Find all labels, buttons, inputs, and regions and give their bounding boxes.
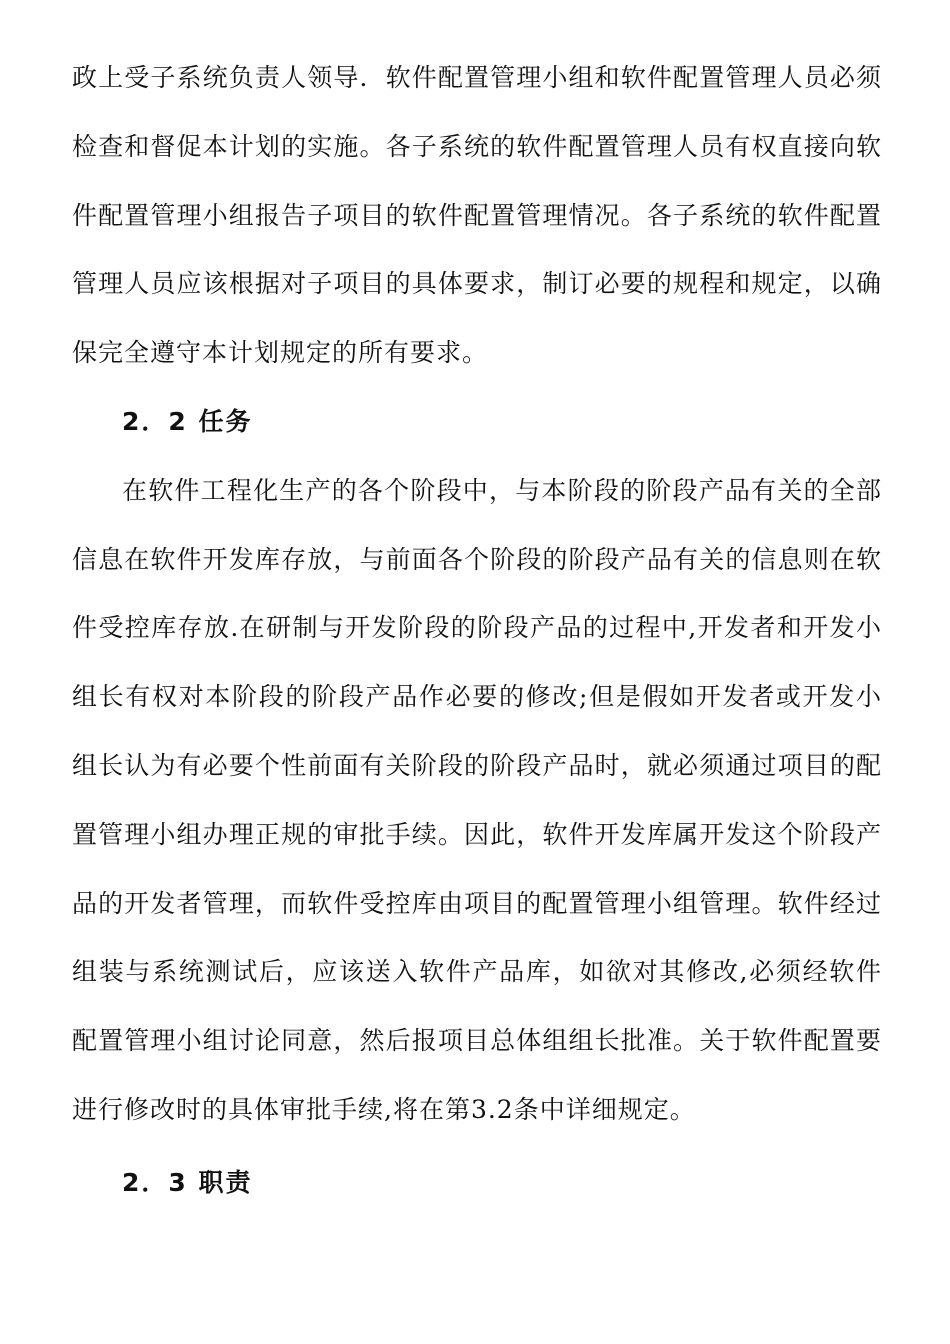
section-heading-2-3: 2．3 职责 xyxy=(122,1167,253,1197)
document-page xyxy=(72,44,882,1218)
section-heading-2-2: 2．2 任务 xyxy=(122,406,253,436)
paragraph-continued: 政上受子系统负责人领导．软件配置管理小组和软件配置管理人员必须检查和督促本计划的实施。各子系统的软件配置管理人员有权直接向软件配置管理小组报告子项目的软件配置管理情况。各子系统的软件配置管理人员应该根据对子项目的具体要求，制订必要的规程和规定，以确保完全遵守本计划规定的所有要求。 xyxy=(72,63,882,368)
paragraph-tasks: 在软件工程化生产的各个阶段中，与本阶段的阶段产品有关的全部信息在软件开发库存放，与前面各个阶段的阶段产品有关的信息则在软件受控库存放.在研制与开发阶段的阶段产品的过程中,开发者和开发小组长有权对本阶段的阶段产品作必要的修改;但是假如开发者或开发小组长认为有必要个性前面有关阶段的阶段产品时，就必须通过项目的配置管理小组办理正规的审批手续。因此，软件开发库属开发这个阶段产品的开发者管理，而软件受控库由项目的配置管理小组管理。软件经过组装与系统测试后，应该送入软件产品库，如欲对其修改,必须经软件配置管理小组讨论同意，然后报项目总体组组长批准。关于软件配置要进行修改时的具体审批手续,将在第3.2条中详细规定。 xyxy=(72,475,882,1124)
